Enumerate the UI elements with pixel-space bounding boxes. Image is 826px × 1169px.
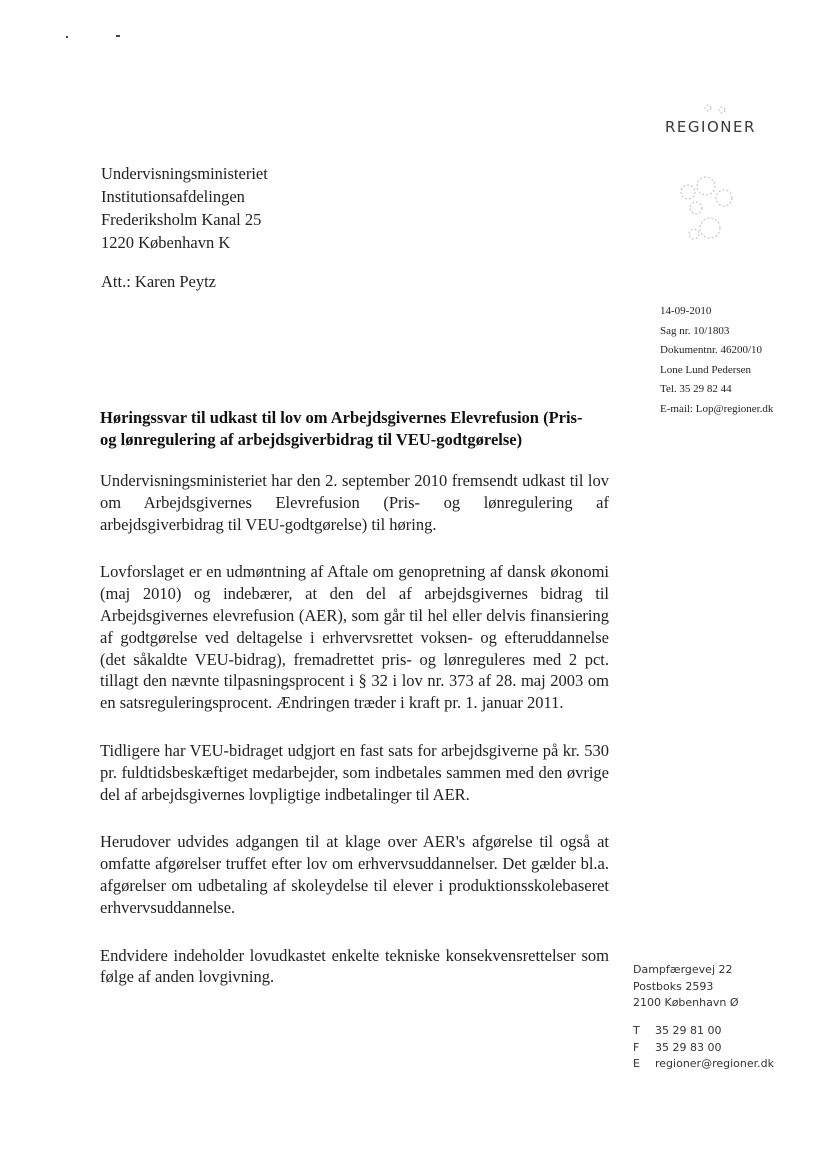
body-paragraph: Herudover udvides adgangen til at klage over AER's afgørelse til også at omfatte afgørelser truffet efter lov om erhvervsuddannelser. Det gælder bl.a. afgørelser om udbetaling af skoleydelse til elever i produktionsskolebaseret erhvervsuddannelse. — [100, 832, 609, 917]
contact-value: regioner@regioner.dk — [655, 1057, 774, 1070]
letter-metadata — [660, 302, 773, 420]
contact-value: 35 29 81 00 — [655, 1024, 722, 1037]
scan-specks — [60, 28, 140, 48]
contact-label: E — [633, 1057, 640, 1070]
body-paragraph: Lovforslaget er en udmøntning af Aftale om genopretning af dansk økonomi (maj 2010) og indebærer, at den del af arbejdsgivernes bidrag til Arbejdsgivernes elevrefusion (AER), som går til hel eller delvis finansiering af godtgørelse ved deltagelse i erhvervsrettet voksen- og efteruddannelse (det såkaldte VEU-bidrag), fremadrettet pris- og lønreguleres med 2 pct. tillagt den nævnte tilpasningsprocent i § 32 i lov nr. 373 af 28. maj 2003 om en satsreguleringsprocent. Ændringen træder i kraft pr. 1. januar 2011. — [100, 562, 609, 713]
contact-email: E-mail: Lop@regioner.dk — [660, 402, 774, 415]
contact-phone: Tel. 35 29 82 44 — [660, 383, 732, 396]
letter-body — [100, 470, 609, 1014]
body-paragraph: Endvidere indeholder lovudkastet enkelte tekniske konsekvensrettelser som følge af anden lovgivning. — [100, 945, 609, 987]
contact-value: 35 29 83 00 — [655, 1040, 722, 1054]
recipient-line: Institutionsafdelingen — [101, 187, 245, 206]
case-number: Sag nr. 10/1803 — [660, 324, 730, 337]
recipient-line: 1220 København K — [101, 233, 231, 252]
attention-line: Att.: Karen Peytz — [101, 272, 217, 291]
address-line: Postboks 2593 — [633, 979, 714, 993]
footer-address — [633, 962, 739, 1012]
regioner-logo — [650, 100, 780, 270]
recipient-line: Frederiksholm Kanal 25 — [101, 210, 262, 229]
letter-date: 14-09-2010 — [660, 305, 712, 317]
contact-label: T — [633, 1024, 640, 1037]
contact-name: Lone Lund Pedersen — [660, 363, 752, 376]
body-paragraph: Undervisningsministeriet har den 2. september 2010 fremsendt udkast til lov om Arbejdsgivernes Elevrefusion (Pris- og lønregulering af arbejdsgiverbidrag til VEU-godtgørelse) til høring. — [100, 471, 609, 534]
logo-name: REGIONER — [665, 118, 756, 136]
recipient-address — [101, 162, 268, 254]
contact-label: F — [633, 1040, 640, 1054]
contact-row-fax — [633, 1040, 774, 1057]
footer-contacts — [633, 1023, 774, 1073]
letter-subject: Høringssvar til udkast til lov om Arbejdsgivernes Elevrefusion (Pris- og lønregulering af arbejdsgiverbidrag til VEU-godtgørelse) — [100, 408, 583, 449]
contact-row-email — [633, 1056, 774, 1073]
address-line: 2100 København Ø — [633, 996, 739, 1009]
address-line: Dampfærgevej 22 — [633, 963, 733, 976]
body-paragraph: Tidligere har VEU-bidraget udgjort en fast sats for arbejdsgiverne på kr. 530 pr. fuldtidsbeskæftiget medarbejder, som indbetales sammen med den øvrige del af arbejdsgivernes lovpligtige indbetalinger til AER. — [100, 740, 609, 804]
contact-row-phone — [633, 1023, 774, 1040]
document-number: Dokumentnr. 46200/10 — [660, 344, 763, 357]
recipient-line: Undervisningsministeriet — [101, 164, 268, 183]
